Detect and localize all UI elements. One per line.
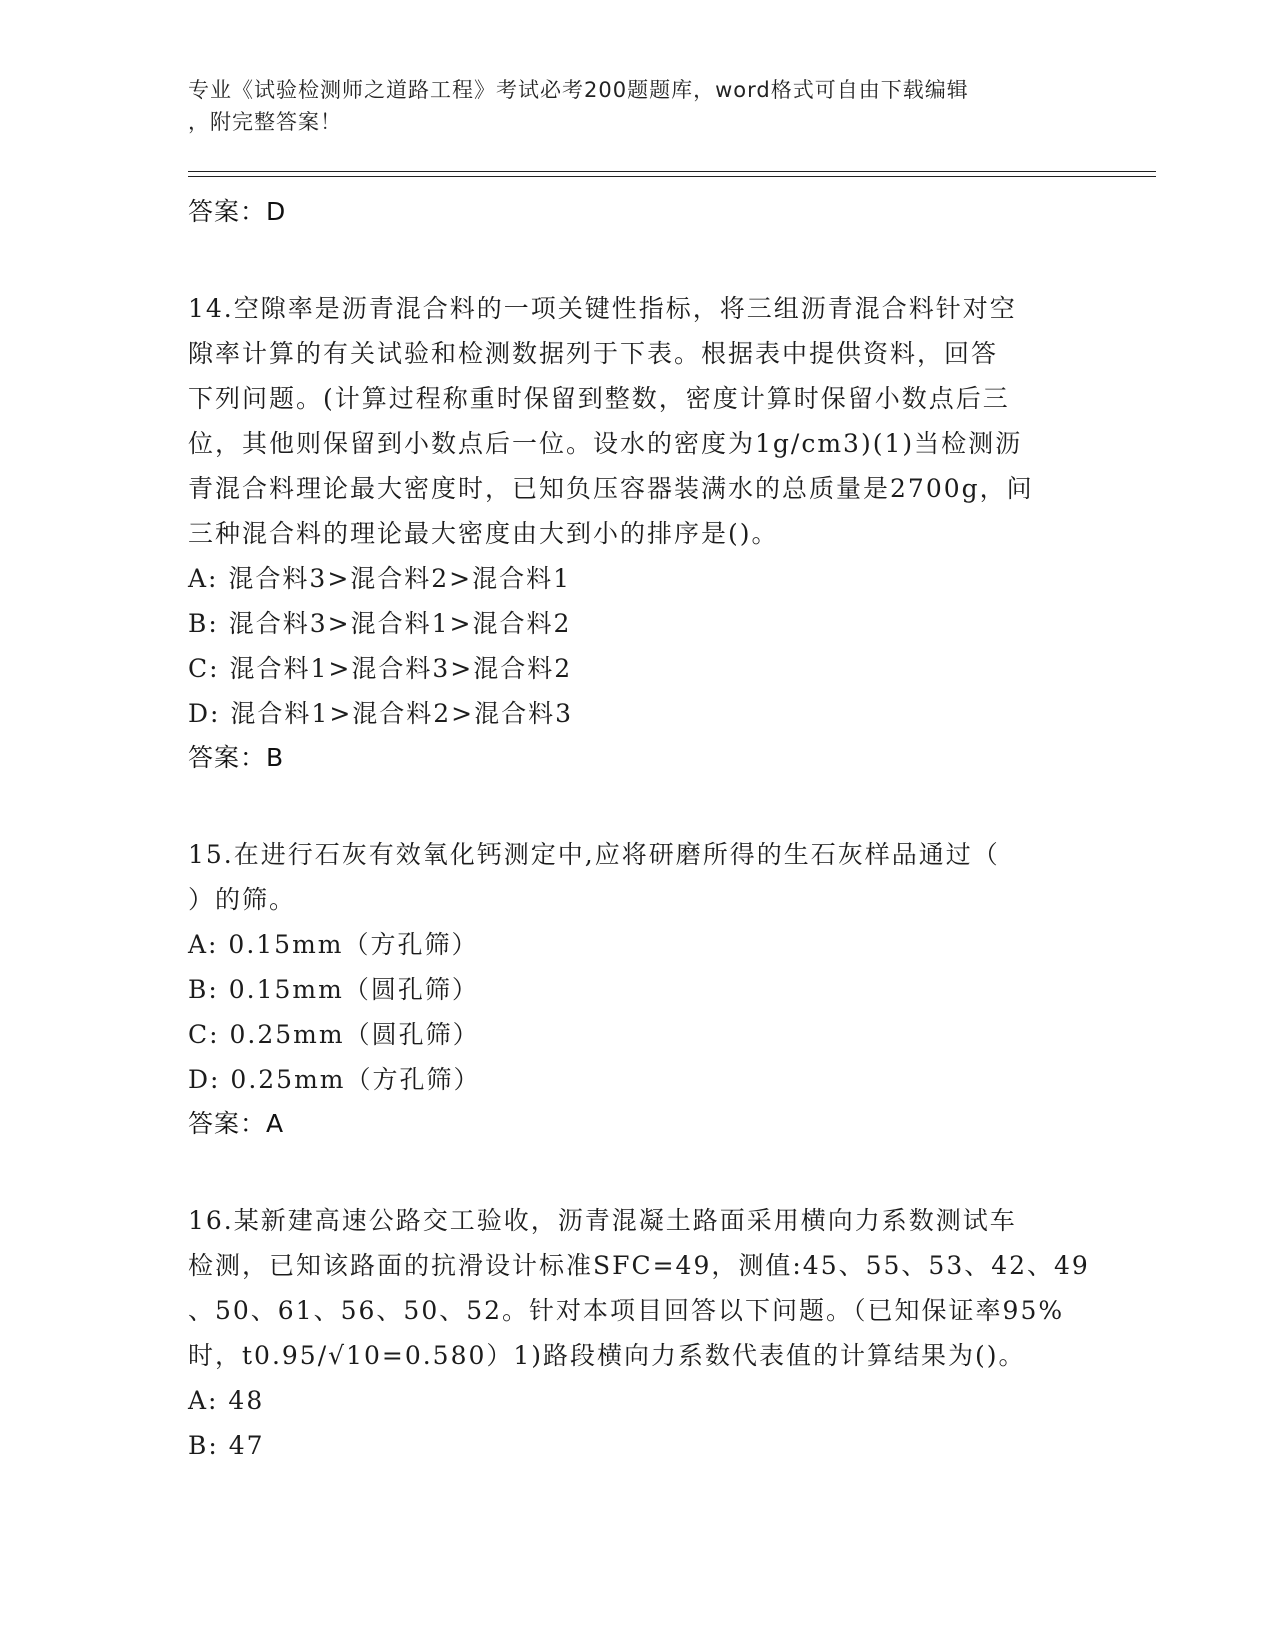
option-a: A: 0.15mm（方孔筛） (188, 930, 479, 959)
option-d: D: 混合料1>混合料2>混合料3 (188, 699, 574, 728)
question-14-line: 下列问题。(计算过程称重时保留到整数，密度计算时保留小数点后三 (188, 384, 1010, 413)
option-a: A: 48 (188, 1386, 265, 1415)
question-15-line: ）的筛。 (188, 885, 297, 914)
option-a: A: 混合料3>混合料2>混合料1 (188, 564, 572, 593)
document-body (188, 190, 1088, 1468)
question-14-line: 三种混合料的理论最大密度由大到小的排序是()。 (188, 519, 779, 548)
question-16-line: 时，t0.95/√10=0.580）1)路段横向力系数代表值的计算结果为()。 (188, 1341, 1026, 1370)
question-16-line: 、50、61、56、50、52。针对本项目回答以下问题。（已知保证率95% (188, 1296, 1065, 1325)
question-16-line: 检测，已知该路面的抗滑设计标准SFC=49，测值:45、55、53、42、49 (188, 1251, 1090, 1280)
option-b: B: 0.15mm（圆孔筛） (188, 975, 479, 1004)
option-c: C: 0.25mm（圆孔筛） (188, 1020, 480, 1049)
question-16-line: 16.某新建高速公路交工验收，沥青混凝土路面采用横向力系数测试车 (188, 1206, 1017, 1235)
answer-14: 答案：B (188, 743, 285, 772)
answer-15: 答案：A (188, 1109, 285, 1138)
header-title-line-2: ，附完整答案！ (188, 110, 342, 134)
block-spacer (188, 780, 1088, 832)
question-15 (188, 832, 1068, 922)
option-b: B: 47 (188, 1431, 265, 1460)
header-rule-bottom (188, 176, 1156, 177)
page-header (188, 74, 1068, 138)
block-spacer (188, 234, 1088, 286)
question-14-line: 14.空隙率是沥青混合料的一项关键性指标，将三组沥青混合料针对空 (188, 294, 1017, 323)
question-14-line: 位，其他则保留到小数点后一位。设水的密度为1g/cm3)(1)当检测沥 (188, 429, 1023, 458)
question-14 (188, 286, 1068, 556)
header-title-line-1: 专业《试验检测师之道路工程》考试必考200题题库，word格式可自由下载编辑 (188, 78, 969, 102)
option-b: B: 混合料3>混合料1>混合料2 (188, 609, 572, 638)
block-spacer (188, 1146, 1088, 1198)
question-14-line: 隙率计算的有关试验和检测数据列于下表。根据表中提供资料，回答 (188, 339, 999, 368)
question-16-options (188, 1378, 1088, 1468)
option-c: C: 混合料1>混合料3>混合料2 (188, 654, 573, 683)
option-d: D: 0.25mm（方孔筛） (188, 1065, 481, 1094)
question-14-line: 青混合料理论最大密度时，已知负压容器装满水的总质量是2700g，问 (188, 474, 1034, 503)
question-15-options (188, 922, 1088, 1102)
question-16 (188, 1198, 1090, 1378)
answer-13: 答案：D (188, 197, 287, 226)
question-15-line: 15.在进行石灰有效氧化钙测定中,应将研磨所得的生石灰样品通过（ (188, 840, 1000, 869)
question-14-options (188, 556, 1088, 736)
header-rule-top (188, 171, 1156, 172)
